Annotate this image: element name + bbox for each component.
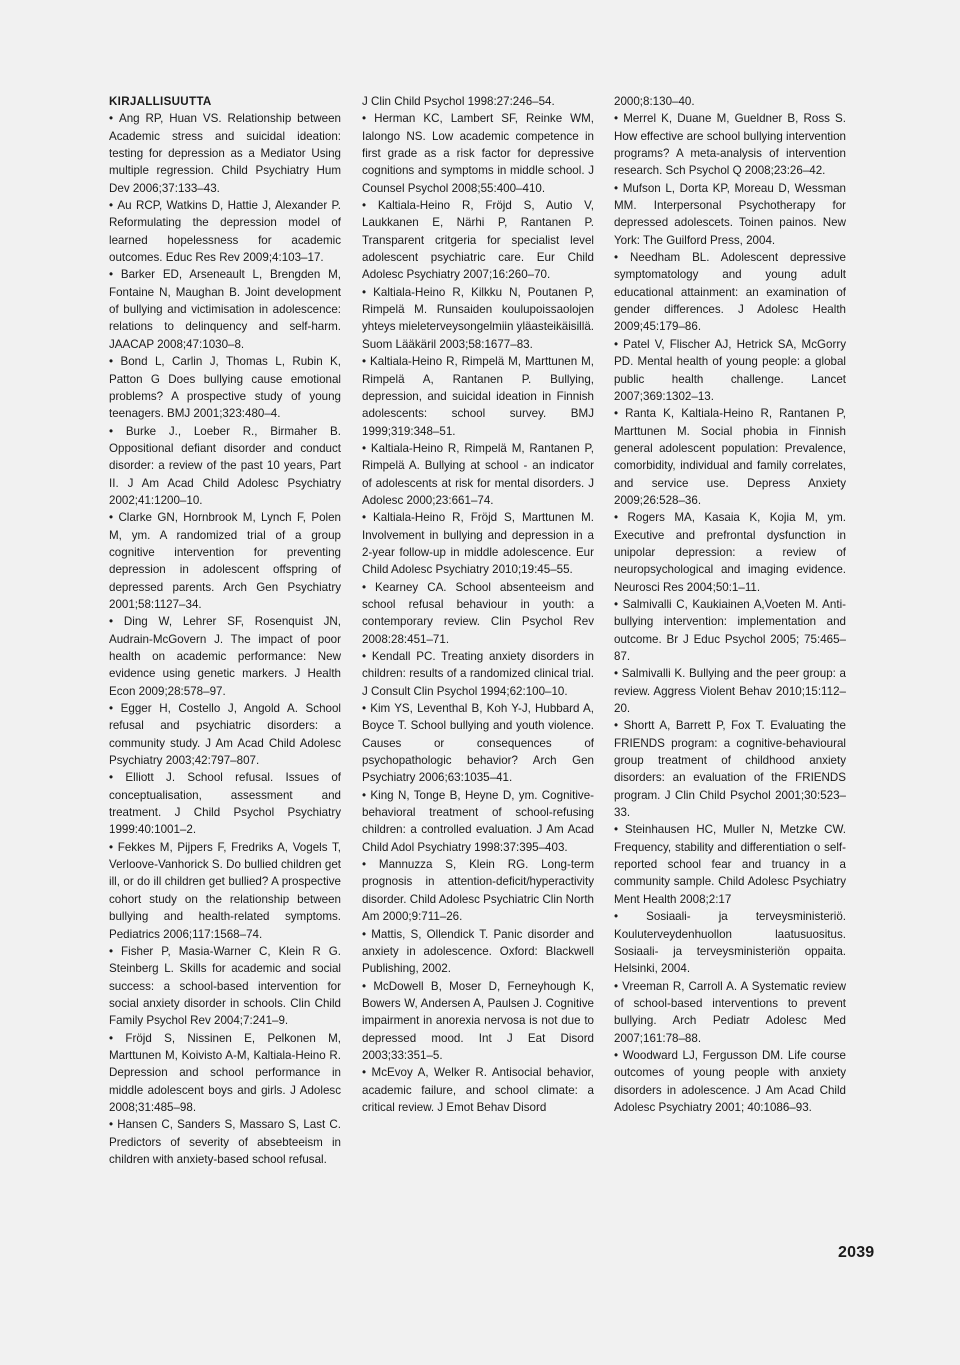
reference-column-2 (362, 93, 594, 1116)
reference-entry: • Steinhausen HC, Muller N, Metzke CW. Frequency, stability and differentiation o self-reported school fear and truancy in a community sample. Child Adolesc Psychiatry Ment Health 2008;2:17 (614, 821, 846, 908)
reference-entry: 2000;8:130–40. (614, 95, 695, 108)
reference-entry: • Herman KC, Lambert SF, Reinke WM, Ialongo NS. Low academic competence in first grade as a risk factor for depressive cognitions and symptoms in middle school. J Counsel Psychol 2008;55:400–410. (362, 110, 594, 197)
reference-entry: • Woodward LJ, Fergusson DM. Life course outcomes of young people with anxiety disorders in adolescence. J Am Acad Child Adolesc Psychiatry 2001; 40:1086–93. (614, 1047, 846, 1116)
reference-entry: • McEvoy A, Welker R. Antisocial behavior, academic failure, and school climate: a critical review. J Emot Behav Disord (362, 1064, 594, 1116)
reference-entry: • Kim YS, Leventhal B, Koh Y-J, Hubbard A, Boyce T. School bullying and youth violence. Causes or consequences of psychopathologic behavior? Arch Gen Psychiatry 2006;63:1035–41. (362, 700, 594, 787)
reference-entry: • Kendall PC. Treating anxiety disorders in children: results of a randomized clinical trial. J Consult Clin Psychol 1994;62:100–10. (362, 648, 594, 700)
reference-list (109, 110, 341, 1168)
reference-entry: • Fisher P, Masia-Warner C, Klein R G. Steinberg L. Skills for academic and social success: a school-based intervention for social anxiety disorder in schools. Clin Child Family Psychol Rev 2004;7:241–9. (109, 943, 341, 1030)
reference-entry: • Kaltiala-Heino R, Rimpelä M, Marttunen M, Rimpelä A, Rantanen P. Bullying, depression, and suicidal ideation in Finnish adolescents: school survey. BMJ 1999;319:348–51. (362, 353, 594, 440)
reference-entry: • Shortt A, Barrett P, Fox T. Evaluating the FRIENDS program: a cognitive-behavioural group treatment of childhood anxiety disorders: an evaluation of the FRIENDS program. J Clin Child Psychol 2001;30:523–33. (614, 717, 846, 821)
reference-entry: • Clarke GN, Hornbrook M, Lynch F, Polen M, ym. A randomized trial of a group cognitive intervention for preventing depression in adolescent offspring of depressed parents. Arch Gen Psychiatry 2001;58:1127–34. (109, 509, 341, 613)
reference-entry: • Kaltiala-Heino R, Rimpelä M, Rantanen P, Rimpelä A. Bullying at school - an indicator of adolescents at risk for mental disorders. J Adolesc 2000;23:661–74. (362, 440, 594, 509)
reference-entry: • Au RCP, Watkins D, Hattie J, Alexander P. Reformulating the depression model of learned hopelessness for academic outcomes. Educ Res Rev 2009;4:103–17. (109, 197, 341, 266)
reference-entry: • Merrel K, Duane M, Gueldner B, Ross S. How effective are school bullying intervention programs? A meta-analysis of intervention research. Sch Psychol Q 2008;23:26–42. (614, 110, 846, 179)
reference-entry: • Fröjd S, Nissinen E, Pelkonen M, Marttunen M, Koivisto A-M, Kaltiala-Heino R. Depression and school performance in middle adolescent boys and girls. J Adolesc 2008;31:485–98. (109, 1030, 341, 1117)
reference-entry: • Mufson L, Dorta KP, Moreau D, Wessman MM. Interpersonal Psychotherapy for depressed adolescets. Toinen painos. New York: The Guilford Press, 2004. (614, 180, 846, 249)
reference-entry: • Hansen C, Sanders S, Massaro S, Last C. Predictors of severity of absebteeism in children with anxiety-based school refusal. (109, 1116, 341, 1168)
reference-entry: • King N, Tonge B, Heyne D, ym. Cognitive-behavioral treatment of school-refusing children: a controlled evaluation. J Am Acad Child Adol Psychiatry 1998:37:395–403. (362, 787, 594, 856)
reference-entry: • Needham BL. Adolescent depressive symptomatology and young adult educational attainment: an examination of gender differences. J Adolesc Health 2009;45:179–86. (614, 249, 846, 336)
reference-entry: • Mannuzza S, Klein RG. Long-term prognosis in attention-deficit/hyperactivity disorder. Child Adolesc Psychiatric Clin North Am 2000;9:711–26. (362, 856, 594, 925)
reference-entry: • Sosiaali- ja terveysministeriö. Kouluterveydenhuollon laatusuositus. Sosiaali- ja terveysministeriön oppaita. Helsinki, 2004. (614, 908, 846, 977)
reference-entry: • Barker ED, Arseneault L, Brengden M, Fontaine N, Maughan B. Joint development of bullying and victimisation in adolescence: relations to delinquency and self-harm. JAACAP 2008;47:1030–8. (109, 266, 341, 353)
reference-list (614, 93, 846, 1116)
reference-entry: • Kaltiala-Heino R, Fröjd S, Marttunen M. Involvement in bullying and depression in a 2-year follow-up in middle adolescence. Eur Child Adolesc Psychiatry 2010;19:45–55. (362, 509, 594, 578)
reference-entry: • Fekkes M, Pijpers F, Fredriks A, Vogels T, Verloove-Vanhorick S. Do bullied children get ill, or do ill children get bullied? A prospective cohort study on the relationship between bullying and health-related symptoms. Pediatrics 2006;117:1568–74. (109, 839, 341, 943)
reference-entry: • Salmivalli C, Kaukiainen A,Voeten M. Anti-bullying intervention: implementation and outcome. Br J Educ Psychol 2005; 75:465–87. (614, 596, 846, 665)
reference-entry: • Ding W, Lehrer SF, Rosenquist JN, Audrain-McGovern J. The impact of poor health on academic performance: New evidence using genetic markers. J Health Econ 2009;28:578–97. (109, 613, 341, 700)
reference-entry: • Mattis, S, Ollendick T. Panic disorder and anxiety in adolescence. Oxford: Blackwell Publishing, 2002. (362, 926, 594, 978)
page-number: 2039 (838, 1244, 875, 1261)
reference-list (362, 93, 594, 1116)
reference-entry: • Salmivalli K. Bullying and the peer group: a review. Aggress Violent Behav 2010;15:112–20. (614, 665, 846, 717)
reference-entry: • Kearney CA. School absenteeism and school refusal behaviour in youth: a contemporary review. Clin Psychol Rev 2008:28:451–71. (362, 579, 594, 648)
reference-column-1 (109, 93, 341, 1168)
reference-entry: • Rogers MA, Kasaia K, Kojia M, ym. Executive and prefrontal dysfunction in unipolar depression: a review of neuropsychological and imaging evidence. Neurosci Res 2004;50:1–11. (614, 509, 846, 596)
reference-entry: • Elliott J. School refusal. Issues of conceptualisation, assessment and treatment. J Child Psychol Psychiatry 1999:40:1001–2. (109, 769, 341, 838)
reference-entry: • Kaltiala-Heino R, Fröjd S, Autio V, Laukkanen E, Närhi P, Rantanen P. Transparent critgeria for specialist level adolescent psychiatric care. Eur Child Adolesc Psychiatry 2007;16:260–70. (362, 197, 594, 284)
reference-entry: • Bond L, Carlin J, Thomas L, Rubin K, Patton G Does bullying cause emotional problems? A prospective study of young teenagers. BMJ 2001;323:480–4. (109, 353, 341, 422)
section-heading: KIRJALLISUUTTA (109, 95, 212, 108)
reference-entry: • Patel V, Flischer AJ, Hetrick SA, McGorry PD. Mental health of young people: a global public health challenge. Lancet 2007;369:1302–13. (614, 336, 846, 405)
reference-entry: • Ang RP, Huan VS. Relationship between Academic stress and suicidal ideation: testing for depression as a Mediator Using multiple regression. Child Psychiatry Hum Dev 2006;37:133–43. (109, 110, 341, 197)
reference-entry: • Ranta K, Kaltiala-Heino R, Rantanen P, Marttunen M. Social phobia in Finnish general adolescent population: Prevalence, comorbidity, individual and family correlates, and service use. Depress Anxiety 2009;26:528–36. (614, 405, 846, 509)
reference-entry: • McDowell B, Moser D, Ferneyhough K, Bowers W, Andersen A, Paulsen J. Cognitive impairment in anorexia nervosa is not due to depressed mood. Int J Eat Disord 2003;33:351–5. (362, 978, 594, 1065)
reference-column-3 (614, 93, 846, 1116)
reference-entry: • Burke J., Loeber R., Birmaher B. Oppositional defiant disorder and conduct disorder: a review of the past 10 years, Part II. J Am Acad Child Adolesc Psychiatry 2002;41:1200–10. (109, 423, 341, 510)
reference-entry: • Kaltiala-Heino R, Kilkku N, Poutanen P, Rimpelä M. Runsaiden koulupoissaolojen yhteys mieleterveysongelmiin yläasteikäisillä. Suom Lääkäril 2003;58:1677–83. (362, 284, 594, 353)
reference-entry: J Clin Child Psychol 1998:27:246–54. (362, 95, 555, 108)
reference-entry: • Egger H, Costello J, Angold A. School refusal and psychiatric disorders: a community study. J Am Acad Child Adolesc Psychiatry 2003;42:797–807. (109, 700, 341, 769)
reference-entry: • Vreeman R, Carroll A. A Systematic review of school-based interventions to prevent bullying. Arch Pediatr Adolesc Med 2007;161:78–88. (614, 978, 846, 1047)
